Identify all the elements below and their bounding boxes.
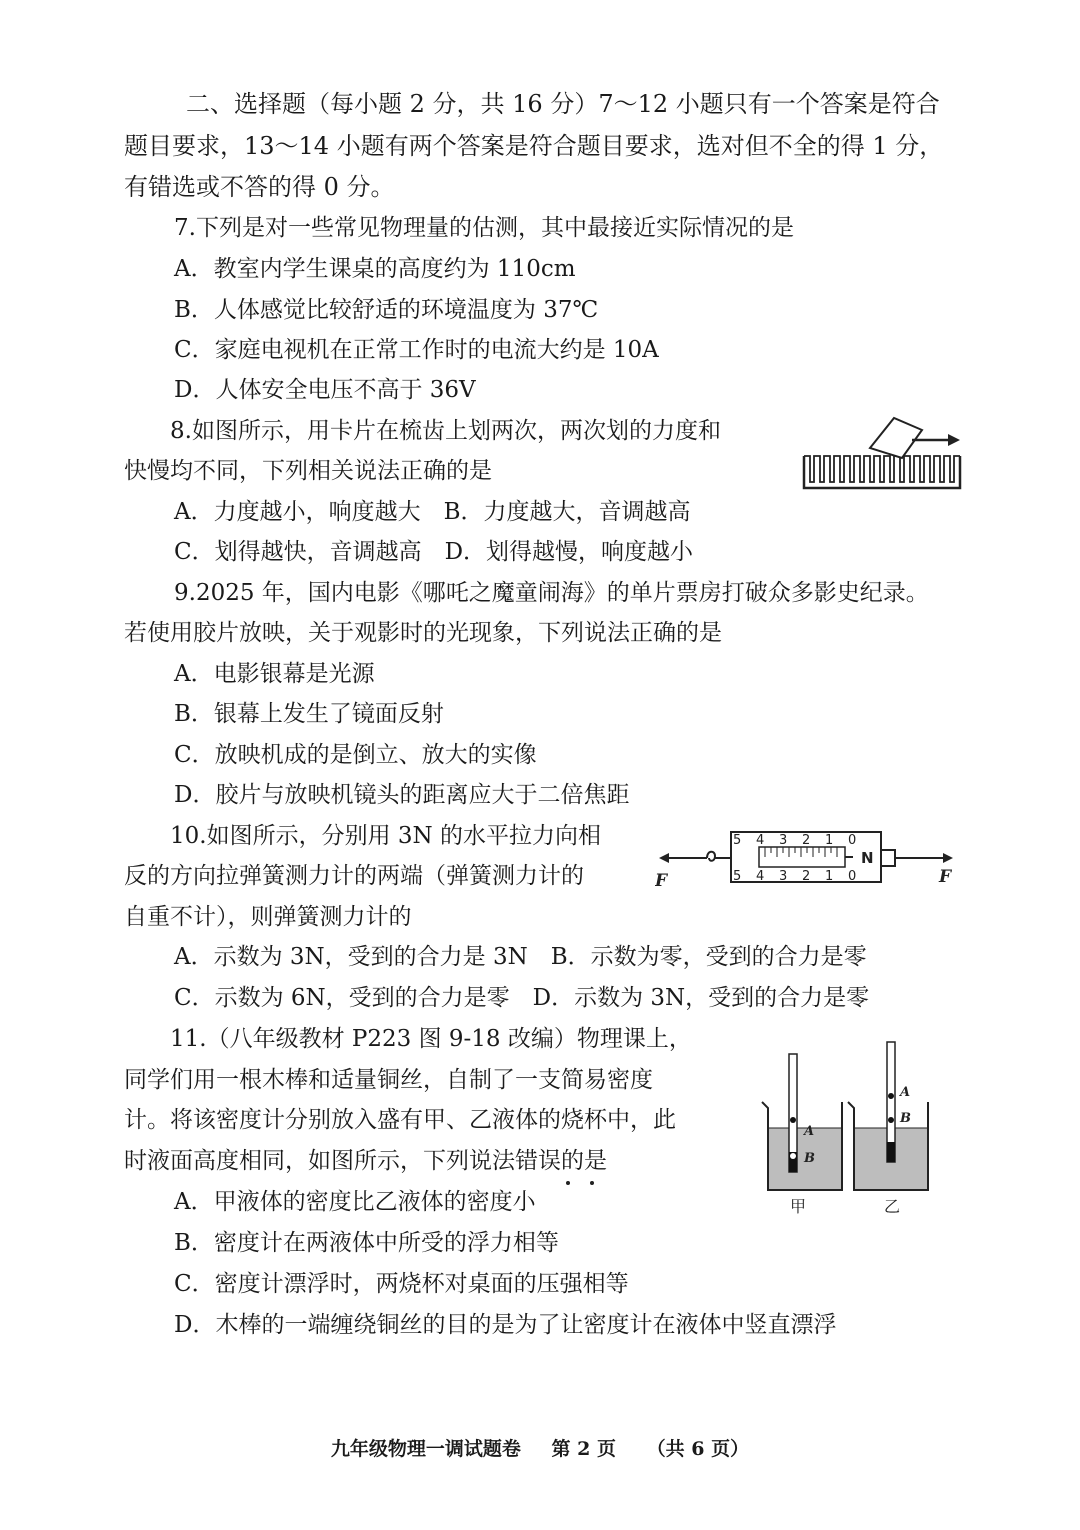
comb-card-figure — [798, 410, 968, 496]
emphasis-dot — [590, 1181, 594, 1185]
q9-stem-line-2: 若使用胶片放映，关于观影时的光现象，下列说法正确的是 — [124, 620, 722, 646]
footer-title: 九年级物理一调试题卷 — [330, 1438, 521, 1460]
scale-top-3: 2 — [802, 833, 811, 848]
emphasis-dot — [566, 1181, 570, 1185]
q11-stem-line-4: 时液面高度相同，如图所示，下列说法错误的是 — [124, 1148, 607, 1174]
scale-bottom-3: 2 — [802, 869, 811, 884]
q8-options-line-2: C．划得越快，音调越高 D．划得越慢，响度越小 — [174, 539, 694, 565]
beaker-label-jia: 甲 — [790, 1197, 807, 1216]
q10-stem-line-1: 10.如图所示，分别用 3N 的水平拉力向相 — [170, 823, 601, 849]
q9-option-d: D．胶片与放映机镜头的距离应大于二倍焦距 — [174, 782, 630, 808]
q9-option-c: C．放映机成的是倒立、放大的实像 — [174, 742, 537, 768]
q11-option-d: D．木棒的一端缠绕铜丝的目的是为了让密度计在液体中竖直漂浮 — [174, 1312, 837, 1338]
spring-scale-figure — [655, 820, 960, 900]
densimeter-beakers-figure — [752, 1040, 952, 1220]
q9-stem-line-1: 9.2025 年，国内电影《哪吒之魔童闹海》的单片票房打破众多影史纪录。 — [174, 580, 929, 606]
scale-bottom-0: 5 — [733, 869, 742, 884]
mark-a-right: A — [900, 1085, 911, 1100]
scale-top-5: 0 — [848, 833, 857, 848]
mark-a-left: A — [804, 1124, 815, 1139]
footer-page-number: 第 2 页 — [551, 1438, 616, 1460]
mark-b-right: B — [900, 1111, 911, 1126]
scale-bottom-2: 3 — [779, 869, 788, 884]
q7-option-b: B．人体感觉比较舒适的环境温度为 37℃ — [174, 297, 599, 323]
section-header-line-2: 题目要求，13～14 小题有两个答案是符合题目要求，选对但不全的得 1 分， — [124, 132, 944, 160]
beaker-label-yi: 乙 — [884, 1197, 901, 1216]
q9-option-b: B．银幕上发生了镜面反射 — [174, 701, 444, 727]
q11-option-c: C．密度计漂浮时，两烧杯对桌面的压强相等 — [174, 1271, 629, 1297]
q10-stem-line-2: 反的方向拉弹簧测力计的两端（弹簧测力计的 — [124, 863, 584, 889]
q8-options-line-1: A．力度越小，响度越大 B．力度越大，音调越高 — [174, 499, 691, 525]
q9-option-a: A．电影银幕是光源 — [174, 661, 375, 687]
q11-stem-line-1: 11.（八年级教材 P223 图 9-18 改编）物理课上， — [170, 1026, 692, 1052]
section-header-line-3: 有错选或不答的得 0 分。 — [124, 173, 395, 201]
force-label-right: F — [939, 867, 952, 887]
force-label-left: F — [655, 871, 668, 891]
scale-bottom-5: 0 — [848, 869, 857, 884]
scale-bottom-1: 4 — [756, 869, 765, 884]
q10-options-line-1: A．示数为 3N，受到的合力是 3N B．示数为零，受到的合力是零 — [174, 944, 867, 970]
q11-stem-line-2: 同学们用一根木棒和适量铜丝，自制了一支简易密度 — [124, 1067, 653, 1093]
q11-option-a: A．甲液体的密度比乙液体的密度小 — [174, 1189, 536, 1215]
q7-option-a: A．教室内学生课桌的高度约为 110cm — [174, 256, 576, 282]
q7-option-c: C．家庭电视机在正常工作时的电流大约是 10A — [174, 337, 659, 363]
q8-stem-line-2: 快慢均不同，下列相关说法正确的是 — [124, 458, 492, 484]
scale-top-0: 5 — [733, 833, 742, 848]
footer-total-pages: （共 6 页） — [646, 1438, 750, 1460]
q11-option-b: B．密度计在两液体中所受的浮力相等 — [174, 1230, 559, 1256]
scale-top-1: 4 — [756, 833, 765, 848]
q7-stem: 7.下列是对一些常见物理量的估测，其中最接近实际情况的是 — [174, 215, 794, 241]
q8-stem-line-1: 8.如图所示，用卡片在梳齿上划两次，两次划的力度和 — [170, 418, 721, 444]
q11-stem-line-3: 计。将该密度计分别放入盛有甲、乙液体的烧杯中，此 — [124, 1107, 676, 1133]
scale-unit: N — [861, 849, 874, 867]
q10-options-line-2: C．示数为 6N，受到的合力是零 D．示数为 3N，受到的合力是零 — [174, 985, 870, 1011]
scale-top-2: 3 — [779, 833, 788, 848]
scale-bottom-4: 1 — [825, 869, 834, 884]
q7-option-d: D．人体安全电压不高于 36V — [174, 377, 476, 403]
mark-b-left: B — [804, 1151, 815, 1166]
section-header-line-1: 二、选择题（每小题 2 分，共 16 分）7～12 小题只有一个答案是符合 — [186, 90, 940, 118]
page-footer — [0, 1437, 1080, 1461]
q10-stem-line-3: 自重不计），则弹簧测力计的 — [124, 904, 412, 930]
scale-top-4: 1 — [825, 833, 834, 848]
